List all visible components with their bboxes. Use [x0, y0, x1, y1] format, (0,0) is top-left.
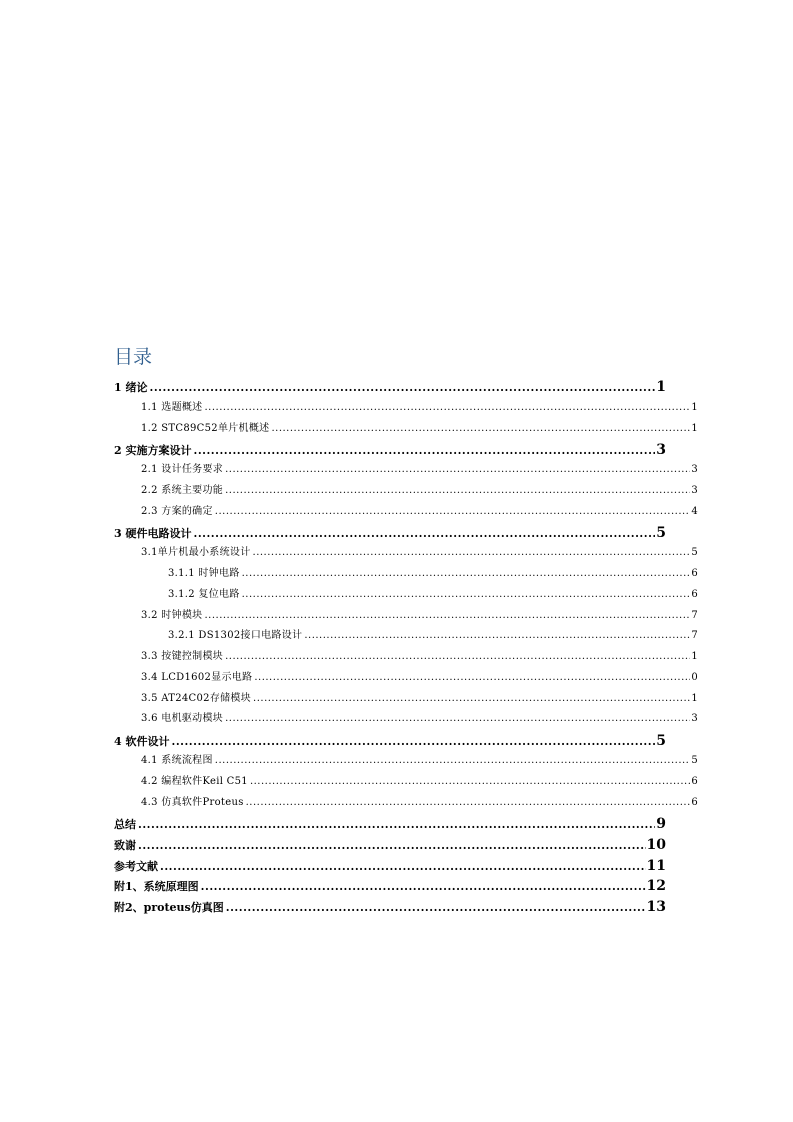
toc-entry-3-2[interactable]: [141, 606, 698, 626]
toc-entry-3-5[interactable]: [141, 689, 698, 709]
toc-entry-3-1-2[interactable]: [168, 585, 698, 605]
toc-entry-label: 总结: [114, 818, 136, 831]
toc-entry-3-3[interactable]: [141, 647, 698, 667]
dot-leader: [253, 689, 690, 709]
toc-entry-page: 1: [691, 651, 698, 662]
dot-leader: [226, 898, 646, 917]
toc-entry-label: 2.1 设计任务要求: [141, 464, 224, 475]
toc-entry-label: 3.2 时钟模块: [141, 610, 203, 621]
toc-entry-page: 11: [646, 858, 666, 874]
toc-entry-page: 5: [656, 525, 666, 541]
toc-entry-page: 4: [691, 506, 698, 517]
toc-entry-label: 4 软件设计: [114, 735, 170, 748]
toc-entry-3-2-1[interactable]: [168, 626, 698, 646]
dot-leader: [242, 564, 691, 584]
toc-entry-page: 6: [691, 797, 698, 808]
toc-entry-1-2[interactable]: [141, 419, 698, 439]
dot-leader: [160, 857, 646, 876]
dot-leader: [271, 419, 690, 439]
toc-entry-page: 3: [656, 442, 666, 458]
toc-entry-label: 3.3 按键控制模块: [141, 651, 224, 662]
dot-leader: [193, 524, 655, 543]
toc-entry-page: 13: [646, 899, 666, 915]
dot-leader: [225, 709, 690, 729]
toc-entry-page: 3: [691, 485, 698, 496]
toc-entry-label: 2 实施方案设计: [114, 444, 192, 457]
toc-entry-page: 6: [691, 568, 698, 579]
toc-entry-page: 7: [691, 610, 698, 621]
toc-entry-1[interactable]: [114, 377, 666, 397]
dot-leader: [215, 751, 691, 771]
toc-entry-label: 附2、proteus仿真图: [114, 901, 224, 914]
dot-leader: [204, 606, 690, 626]
toc-entry-page: 6: [691, 589, 698, 600]
toc-entry-page: 5: [656, 733, 666, 749]
toc-entry-3-1[interactable]: [141, 543, 698, 563]
toc-entry-page: 9: [656, 816, 666, 832]
dot-leader: [225, 481, 690, 501]
dot-leader: [215, 502, 691, 522]
toc-entry-label: 2.3 方案的确定: [141, 506, 213, 517]
toc-entry-label: 3.5 AT24C02存储模块: [141, 693, 252, 704]
dot-leader: [138, 836, 646, 855]
toc-entry-label: 3 硬件电路设计: [114, 527, 192, 540]
toc-entry-label: 1.1 选题概述: [141, 402, 203, 413]
toc-entry-4-3[interactable]: [141, 793, 698, 813]
toc-entry-label: 附1、系统原理图: [114, 880, 199, 893]
dot-leader: [225, 647, 690, 667]
dot-leader: [193, 441, 655, 460]
toc-entry-label: 3.2.1 DS1302接口电路设计: [168, 630, 303, 641]
toc-entry-page: 3: [691, 713, 698, 724]
toc-entry-appendix-2[interactable]: [114, 897, 666, 917]
toc-entry-2[interactable]: [114, 440, 666, 460]
dot-leader: [250, 772, 690, 792]
toc-entry-label: 1 绪论: [114, 381, 148, 394]
toc-entry-page: 1: [691, 423, 698, 434]
toc-entry-page: 10: [646, 837, 666, 853]
dot-leader: [149, 378, 655, 397]
toc-entry-page: 1: [691, 693, 698, 704]
toc-entry-page: 3: [691, 464, 698, 475]
toc-entry-page: 7: [691, 630, 698, 641]
toc-entry-label: 3.4 LCD1602显示电路: [141, 672, 253, 683]
toc-entry-label: 4.1 系统流程图: [141, 755, 213, 766]
dot-leader: [204, 398, 690, 418]
toc-entry-2-3[interactable]: [141, 502, 698, 522]
dot-leader: [253, 543, 691, 563]
toc-title: 目录: [114, 346, 153, 368]
toc-entry-4-1[interactable]: [141, 751, 698, 771]
toc-entry-label: 4.3 仿真软件Proteus: [141, 797, 244, 808]
toc-entry-3-1-1[interactable]: [168, 564, 698, 584]
toc-entry-label: 4.2 编程软件Keil C51: [141, 776, 248, 787]
toc-entry-page: 0: [691, 672, 698, 683]
toc-entry-1-1[interactable]: [141, 398, 698, 418]
toc-entry-page: 12: [646, 878, 666, 894]
toc-entry-page: 5: [691, 547, 698, 558]
toc-entry-4[interactable]: [114, 731, 666, 751]
toc-entry-label: 1.2 STC89C52单片机概述: [141, 423, 270, 434]
toc-entry-page: 1: [691, 402, 698, 413]
toc-entry-3-4[interactable]: [141, 668, 698, 688]
dot-leader: [242, 585, 691, 605]
dot-leader: [201, 877, 646, 896]
toc-entry-label: 参考文献: [114, 860, 158, 873]
toc-entry-page: 5: [691, 755, 698, 766]
toc-entry-label: 3.1.2 复位电路: [168, 589, 240, 600]
toc-entry-acknowledgements[interactable]: [114, 835, 666, 855]
toc-entry-2-2[interactable]: [141, 481, 698, 501]
dot-leader: [138, 815, 655, 834]
toc-entry-label: 3.1.1 时钟电路: [168, 568, 240, 579]
toc-entry-label: 2.2 系统主要功能: [141, 485, 224, 496]
toc-entry-4-2[interactable]: [141, 772, 698, 792]
toc-entry-references[interactable]: [114, 856, 666, 876]
dot-leader: [225, 460, 690, 480]
toc-entry-3[interactable]: [114, 523, 666, 543]
dot-leader: [304, 626, 690, 646]
toc-entry-label: 致谢: [114, 839, 136, 852]
dot-leader: [246, 793, 691, 813]
toc-entry-label: 3.1单片机最小系统设计: [141, 547, 251, 558]
toc-entry-2-1[interactable]: [141, 460, 698, 480]
toc-entry-summary[interactable]: [114, 814, 666, 834]
toc-entry-appendix-1[interactable]: [114, 876, 666, 896]
dot-leader: [254, 668, 690, 688]
toc-entry-3-6[interactable]: [141, 709, 698, 729]
dot-leader: [171, 732, 655, 751]
toc-entry-label: 3.6 电机驱动模块: [141, 713, 224, 724]
toc-entry-page: 1: [656, 379, 666, 395]
toc-entry-page: 6: [691, 776, 698, 787]
